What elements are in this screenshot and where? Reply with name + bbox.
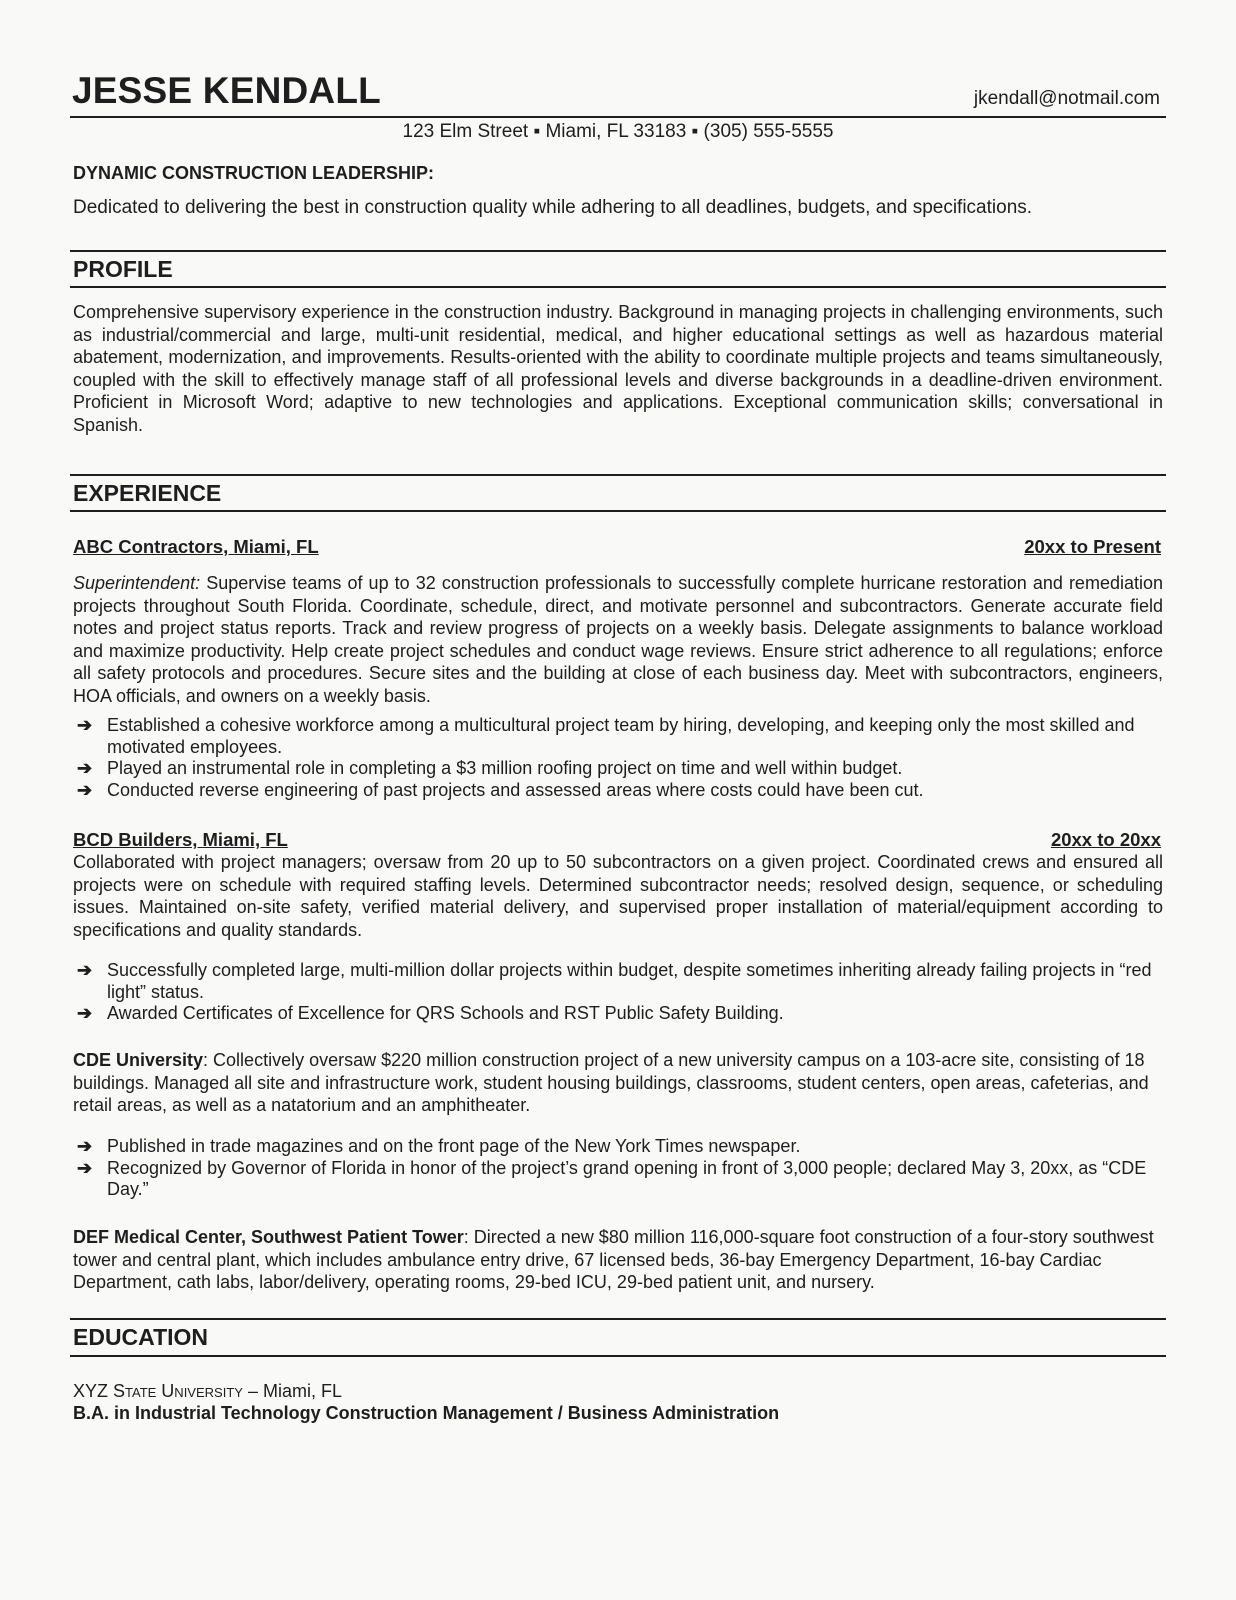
education-rule-top (70, 1318, 1166, 1320)
job-dates: 20xx to Present (1024, 536, 1161, 557)
email-address: jkendall@notmail.com (973, 88, 1160, 109)
job-company: ABC Contractors, Miami, FL (73, 536, 319, 557)
candidate-name: JESSE KENDALL (72, 70, 381, 111)
contact-address: 123 Elm Street ▪ Miami, FL 33183 ▪ (305) 555-5555 (402, 121, 834, 142)
job-bullets-abc (73, 715, 1163, 801)
summary-text: Dedicated to delivering the best in construction quality while adhering to all deadlines, budgets, and specifications. (73, 197, 1033, 218)
summary-heading: DYNAMIC CONSTRUCTION LEADERSHIP: (73, 163, 435, 183)
arrow-right-icon: ➔ (77, 1136, 93, 1156)
job-header-abc (73, 536, 1161, 558)
job-description-abc (73, 572, 1163, 707)
profile-text: Comprehensive supervisory experience in the construction industry. Background in managing projects in challenging environments, such as industrial/commercial and large, multi-unit residential, medical, and higher educational settings as well as hazardous material abatement, modernization, and improvements. Results-oriented with the ability to coordinate multiple projects and teams simultaneously, coupled with the skill to effectively manage staff of all professional levels and diverse backgrounds in a deadline-driven environment. Proficient in Microsoft Word; adaptive to new technologies and applications. Exceptional communication skills; conversational in Spanish. (73, 302, 1163, 435)
education-rule-bottom (70, 1355, 1166, 1357)
job-description-bcd: Collaborated with project managers; oversaw from 20 up to 50 subcontractors on a given project. Coordinated crews and ensured all projects were on schedule with required staffing levels. Determined subcontractor needs; resolved design, sequence, or scheduling issues. Maintained on-site safety, verified material delivery, and supervised proper installation of material/equipment according to specifications and quality standards. (73, 852, 1163, 940)
list-item: ➔ Played an instrumental role in completing a $3 million roofing project on time and well within budget. (77, 758, 903, 778)
experience-rule-top (70, 474, 1166, 476)
profile-rule-top (70, 250, 1166, 252)
arrow-right-icon: ➔ (77, 960, 93, 980)
project-text: : Directed a new $80 million 116,000-square foot construction of a four-story southwest tower and central plant, which includes ambulance entry drive, 67 licensed beds, 36-bay Emergency Department, 16-bay Cardiac Department, cath labs, labor/delivery, operating rooms, 29-bed ICU, 29-bed patient unit, and nursery. (73, 1227, 1154, 1292)
list-item: ➔ Conducted reverse engineering of past projects and assessed areas where costs could have been cut. (77, 779, 924, 800)
arrow-right-icon: ➔ (77, 715, 93, 735)
job-dates: 20xx to 20xx (1050, 829, 1161, 850)
experience-title: EXPERIENCE (73, 480, 222, 506)
education-degree: B.A. in Industrial Technology Construction Management / Business Administration (73, 1403, 780, 1423)
arrow-right-icon: ➔ (77, 758, 93, 778)
job-company: BCD Builders, Miami, FL (73, 829, 288, 850)
job-text: Supervise teams of up to 32 construction professionals to successfully complete hurricane restoration and remediation projects throughout South Florida. Coordinate, schedule, direct, and motivate personnel and subcontractors. Generate accurate field notes and project status reports. Track and review progress of projects on a weekly basis. Delegate assignments to balance workload and maximize productivity. Help create project schedules and conduct wage reviews. Ensure strict adherence to all regulations; enforce all safety protocols and procedures. Secure sites and the building at close of each business day. Meet with subcontractors, engineers, HOA officials, and owners on a weekly basis. (73, 573, 1163, 706)
arrow-right-icon: ➔ (77, 779, 93, 800)
school-name: XYZ State University (73, 1381, 243, 1401)
education-title: EDUCATION (73, 1324, 209, 1350)
profile-title: PROFILE (73, 256, 173, 282)
project-cde-university (73, 1049, 1163, 1117)
project-bullets-cde (73, 1136, 1163, 1201)
list-item: ➔ Established a cohesive workforce among a multicultural project team by hiring, developing, and keeping only the most skilled and motivated employees. (77, 715, 1135, 757)
arrow-right-icon: ➔ (77, 1003, 93, 1023)
job-header-bcd (73, 829, 1161, 851)
job-role: Superintendent: (73, 573, 201, 593)
list-item: ➔ Successfully completed large, multi-million dollar projects within budget, despite sometimes inheriting already failing projects in “red light” status. (77, 960, 1152, 1002)
project-def-medical (73, 1226, 1163, 1294)
job-bullets-bcd (73, 960, 1163, 1025)
list-item: ➔ Awarded Certificates of Excellence for QRS Schools and RST Public Safety Building. (77, 1003, 784, 1023)
project-name: DEF Medical Center, Southwest Patient Tower (73, 1227, 464, 1247)
project-text: : Collectively oversaw $220 million construction project of a new university campus on a 103-acre site, consisting of 18 buildings. Managed all site and infrastructure work, student housing buildings, classrooms, student centers, open areas, cafeterias, and retail areas, as well as a natatorium and an amphitheater. (73, 1050, 1149, 1115)
profile-rule-bottom (70, 286, 1166, 288)
project-name: CDE University (73, 1050, 204, 1070)
list-item: ➔ Published in trade magazines and on the front page of the New York Times newspaper. (77, 1136, 801, 1156)
experience-rule-bottom (70, 510, 1166, 512)
education-school (73, 1380, 1163, 1403)
header-rule (70, 116, 1166, 118)
list-item: ➔ Recognized by Governor of Florida in honor of the project’s grand opening in front of 3,000 people; declared May 3, 20xx, as “CDE Day.” (77, 1157, 1147, 1199)
school-location: – Miami, FL (242, 1381, 342, 1401)
arrow-right-icon: ➔ (77, 1157, 93, 1178)
